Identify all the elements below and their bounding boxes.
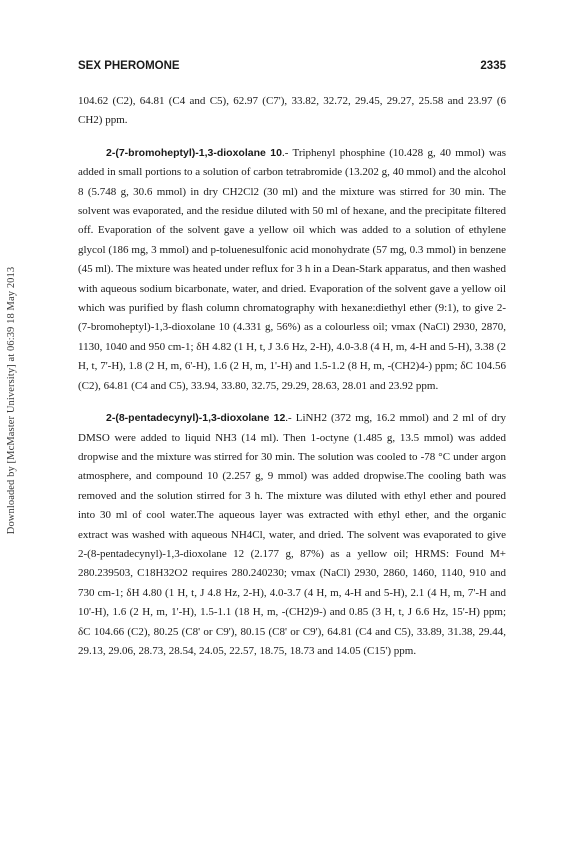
section-title: 2-(7-bromoheptyl)-1,3-dioxolane 10 xyxy=(106,146,282,159)
section-bromoheptyl xyxy=(78,144,506,396)
download-note: Downloaded by [McMaster University] at 06:39 18 May 2013 xyxy=(6,266,18,534)
page-header xyxy=(78,60,506,72)
article-body xyxy=(78,92,506,674)
section-pentadecynyl xyxy=(78,409,506,661)
section-title: 2-(8-pentadecynyl)-1,3-dioxolane 12 xyxy=(106,412,286,425)
running-title: SEX PHEROMONE xyxy=(78,60,180,72)
section-text: .- Triphenyl phosphine (10.428 g, 40 mmol) was added in small portions to a solution of carbon tetrabromide (13.202 g, 40 mmol) and the alcohol 8 (5.748 g, 30.6 mmol) in dry CH2Cl2 (30 ml) and the mixture was stirred for 30 min. The solvent was evaporated, and the residue diluted with 50 ml of hexane, and the precipitate filtered off. Evaporation of the solvent gave a yellow oil which was added to a solution of ethylene glycol (186 mg, 3 mmol) and p-toluenesulfonic acid monohydrate (57 mg, 0.3 mmol) in benzene (45 ml). The mixture was heated under reflux for 3 h in a Dean-Stark apparatus, and then washed with aqueous sodium bicarbonate, water, and dried. Evaporation of the solvent gave a yellow oil which was purified by flash column chromatography with hexane:diethyl ether (9:1), to give 2-(7-bromoheptyl)-1,3-dioxolane 10 (4.331 g, 56%) as a colourless oil; vmax (NaCl) 2930, 2870, 1130, 1040 and 950 cm-1; δH 4.82 (1 H, t, J 3.6 Hz, 2-H), 4.0-3.8 (4 H, m, 4-H and 5-H), 3.38 (2 H, t, 7'-H), 1.8 (2 H, m, 6'-H), 1.6 (2 H, m, 1'-H) and 1.5-1.2 (8 H, m, -(CH2)4-) ppm; δC 104.56 (C2), 64.81 (C4 and C5), 33.94, 33.80, 32.75, 29.29, 28.63, 28.01 and 23.92 ppm. xyxy=(78,146,506,392)
section-text: .- LiNH2 (372 mg, 16.2 mmol) and 2 ml of dry DMSO were added to liquid NH3 (14 ml). Then 1-octyne (1.485 g, 13.5 mmol) was added dropwise and the mixture was stirred for 30 min. The solution was cooled to -78 °C under argon atmosphere, and compound 10 (2.257 g, 9 mmol) was added dropwise.The cooling bath was removed and the solution stirred for 3 h. The mixture was diluted with ethyl ether and poured into 30 ml of cool water.The aqueous layer was extracted with ethyl ether, and the organic extract was washed with aqueous NH4Cl, water, and dried. The solvent was evaporated to give 2-(8-pentadecynyl)-1,3-dioxolane 12 (2.177 g, 87%) as a yellow oil; HRMS: Found M+ 280.239503, C18H32O2 requires 280.240230; vmax (NaCl) 2930, 2860, 1460, 1140, 910 and 730 cm-1; δH 4.80 (1 H, t, J 4.8 Hz, 2-H), 4.0-3.7 (4 H, m, 4-H and 5-H), 2.1 (4 H, m, 7'-H and 10'-H), 1.6 (2 H, m, 1'-H), 1.5-1.1 (18 H, m, -(CH2)9-) and 0.85 (3 H, t, J 6.6 Hz, 15'-H) ppm; δC 104.66 (C2), 80.25 (C8' or C9'), 80.15 (C8' or C9'), 64.81 (C4 and C5), 33.89, 31.38, 29.44, 29.13, 29.06, 28.73, 28.54, 24.05, 22.57, 18.75, 18.73 and 14.05 (C15') ppm. xyxy=(78,412,506,657)
download-watermark xyxy=(4,180,20,620)
page-number: 2335 xyxy=(480,60,506,72)
intro-continuation: 104.62 (C2), 64.81 (C4 and C5), 62.97 (C7'), 33.82, 32.72, 29.45, 29.27, 25.58 and 23.97 (6 CH2) ppm. xyxy=(78,95,506,127)
